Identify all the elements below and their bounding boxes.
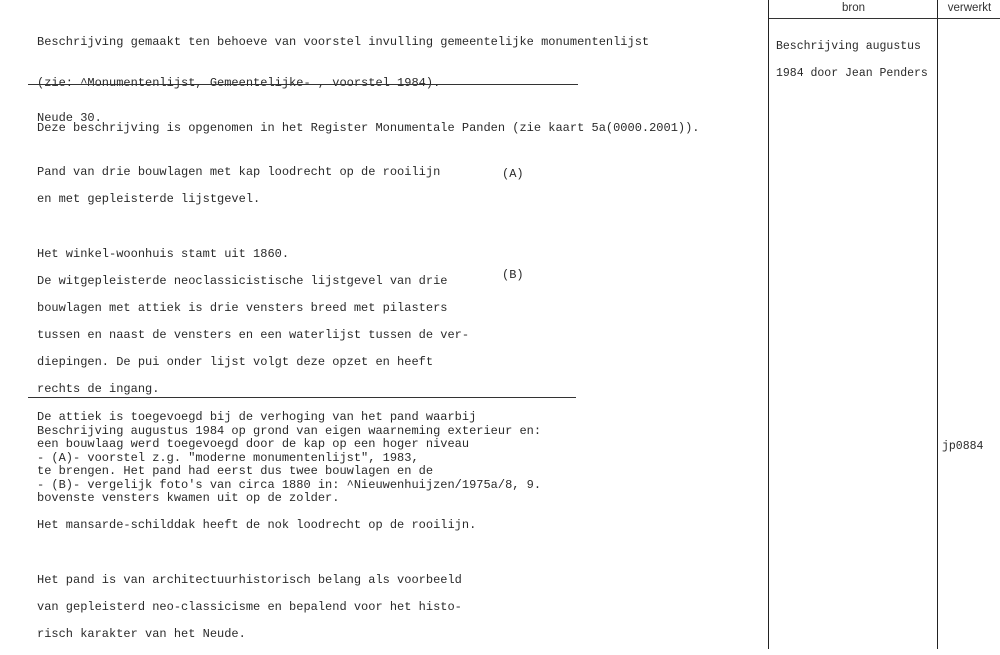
header-line-3: Deze beschrijving is opgenomen in het Register Monumentale Panden (zie kaart 5a(0000.2001)). (37, 120, 700, 135)
p2-line-2: De witgepleisterde neoclassicistische lijstgevel van drie (37, 273, 448, 288)
p3-line-3: risch karakter van het Neude. (37, 627, 246, 642)
header-divider (28, 84, 578, 85)
column-separator (937, 0, 938, 649)
footer-line-3: - (B)- vergelijk foto's van circa 1880 in: ^Nieuwenhuijzen/1975a/8, 9. (37, 477, 542, 492)
bron-line-1: Beschrijving augustus (776, 39, 921, 53)
header-line-2: (zie: ^Monumentenlijst, Gemeentelijke- , voorstel 1984). (37, 75, 441, 90)
bron-column-header: bron (841, 2, 866, 14)
p3-line-2: van gepleisterd neo-classicisme en bepalend voor het histo- (37, 599, 462, 614)
footer-line-1: Beschrijving augustus 1984 op grond van eigen waarneming exterieur en: (37, 423, 542, 438)
verwerkt-column-header: verwerkt (947, 2, 992, 14)
p3-line-1: Het pand is van architectuurhistorisch belang als voorbeeld (37, 572, 462, 587)
p2-line-6: rechts de ingang. (37, 382, 160, 397)
p2-line-1: Het winkel-woonhuis stamt uit 1860. (37, 246, 290, 261)
p2-line-3: bouwlagen met attiek is drie vensters breed met pilasters (37, 300, 448, 315)
p1-line-2: en met gepleisterde lijstgevel. (37, 192, 261, 207)
bron-column-left-border (768, 0, 769, 649)
main-description (37, 98, 476, 655)
p2-line-8: een bouwlaag werd toegevoegd door de kap op een hoger niveau (37, 436, 470, 451)
main-divider (28, 397, 576, 398)
bron-line-2: 1984 door Jean Penders (776, 66, 928, 80)
verwerkt-entry: jp0884 (942, 440, 984, 453)
p2-line-7: De attiek is toegevoegd bij de verhoging van het pand waarbij (37, 409, 477, 424)
p2-line-11: Het mansarde-schilddak heeft de nok loodrecht op de rooilijn. (37, 518, 477, 533)
column-header-rule (769, 18, 1000, 19)
p2-line-9: te brengen. Het pand had eerst dus twee bouwlagen en de (37, 464, 434, 479)
p2-line-10: bovenste vensters kwamen uit op de zolder. (37, 491, 340, 506)
address-line: Neude 30. (37, 110, 102, 125)
footer-line-2: - (A)- voorstel z.g. "moderne monumentenlijst", 1983, (37, 450, 419, 465)
source-notes (37, 411, 541, 506)
marker-b: (B) (502, 268, 524, 282)
p1-line-1: Pand van drie bouwlagen met kap loodrecht op de rooilijn (37, 164, 441, 179)
p2-line-5: diepingen. De pui onder lijst volgt deze opzet en heeft (37, 355, 434, 370)
header-line-1: Beschrijving gemaakt ten behoeve van voorstel invulling gemeentelijke monumentenlijst (37, 35, 650, 50)
p2-line-4: tussen en naast de vensters en een waterlijst tussen de ver- (37, 328, 470, 343)
marker-a: (A) (502, 167, 524, 181)
bron-entry (776, 26, 928, 94)
